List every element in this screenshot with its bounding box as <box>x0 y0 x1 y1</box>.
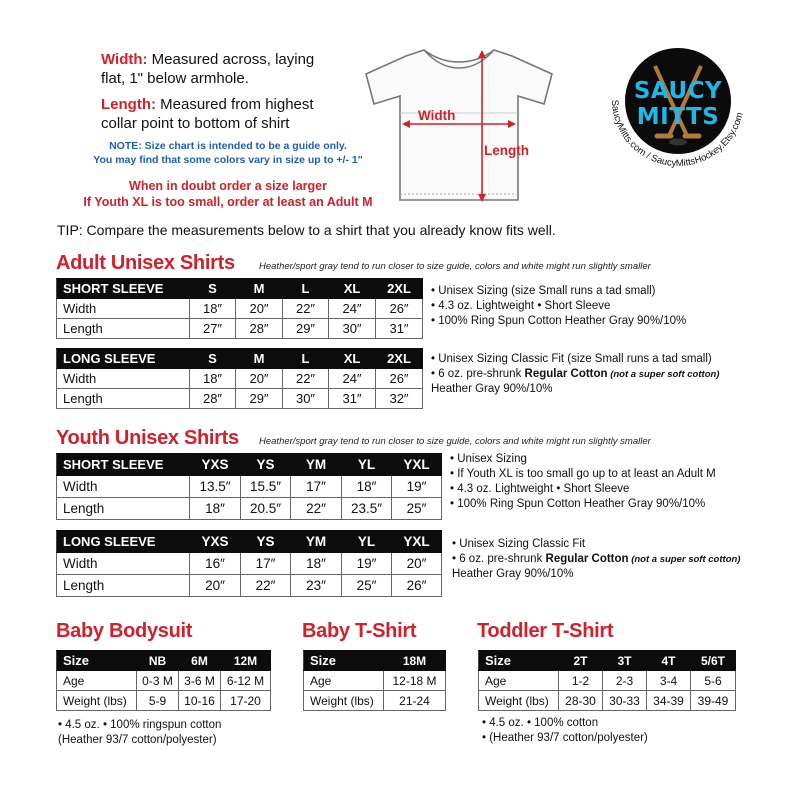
table-cell: 20″ <box>236 299 283 319</box>
fabric-highlight: Regular Cotton <box>545 553 629 565</box>
adult-long-sleeve-table <box>56 348 423 409</box>
toddler-tshirt-table <box>478 650 736 711</box>
toddler-tshirt-title: Toddler T-Shirt <box>477 620 614 642</box>
width-text-2: flat, 1" below armhole. <box>101 70 249 87</box>
row-label: Age <box>57 671 137 691</box>
table-cell: 23.5″ <box>342 498 392 520</box>
table-cell: 26″ <box>392 575 442 597</box>
length-text-1: Measured from highest <box>155 96 314 113</box>
table-cell: 20″ <box>190 575 241 597</box>
table-cell: 2-3 <box>603 671 647 691</box>
baby-tshirt-title: Baby T-Shirt <box>302 620 417 642</box>
table-header-cell: LONG SLEEVE <box>57 349 190 369</box>
adult-short-sleeve-table <box>56 278 423 339</box>
row-label: Width <box>57 553 190 575</box>
width-label: Width: <box>101 51 148 68</box>
row-label: Age <box>479 671 559 691</box>
bullet-item: Heather Gray 90%/10% <box>431 383 553 395</box>
table-cell: 32″ <box>376 389 423 409</box>
baby-bodysuit-table <box>56 650 271 711</box>
row-label: Length <box>57 389 190 409</box>
youth-section-note: Heather/sport gray tend to run closer to size guide, colors and white might run slightly smaller <box>259 436 651 447</box>
table-cell: 16″ <box>190 553 241 575</box>
table-cell: 18″ <box>190 498 241 520</box>
table-header-cell: YXS <box>190 531 241 553</box>
table-cell: 28-30 <box>559 691 603 711</box>
table-cell: 24″ <box>329 299 376 319</box>
table-cell: 28″ <box>236 319 283 339</box>
table-cell: 31″ <box>329 389 376 409</box>
table-header-cell: 2XL <box>376 349 423 369</box>
table-cell: 25″ <box>342 575 392 597</box>
table-cell: 17-20 <box>221 691 271 711</box>
bullet-item: • Unisex Sizing <box>450 453 527 465</box>
table-cell: 26″ <box>376 369 423 389</box>
table-header-cell: YXL <box>392 454 442 476</box>
table-row <box>57 498 442 520</box>
table-cell: 29″ <box>283 319 329 339</box>
table-row <box>479 671 736 691</box>
table-cell: 22″ <box>283 369 329 389</box>
youth-short-bullets <box>450 452 716 512</box>
table-cell: 18″ <box>291 553 342 575</box>
table-header-cell: M <box>236 279 283 299</box>
table-cell: 25″ <box>392 498 442 520</box>
table-cell: 22″ <box>241 575 291 597</box>
row-label: Width <box>57 299 190 319</box>
diagram-width-label: Width <box>418 108 456 123</box>
table-header-cell: YXL <box>392 531 442 553</box>
doubt-line-2: If Youth XL is too small, order at least an Adult M <box>83 195 373 209</box>
logo-arc-text: SaucyMitts.com / SaucyMittsHockey.Etsy.com <box>608 99 746 170</box>
table-header-cell: 2XL <box>376 279 423 299</box>
table-row <box>57 476 442 498</box>
shirt-diagram <box>360 38 560 208</box>
table-cell: 0-3 M <box>137 671 179 691</box>
width-text-1: Measured across, laying <box>147 51 315 68</box>
table-cell: 20″ <box>236 369 283 389</box>
table-header-cell: SHORT SLEEVE <box>57 454 190 476</box>
table-header-row <box>57 531 442 553</box>
doubt-line-1: When in doubt order a size larger <box>129 179 327 193</box>
table-header-row <box>304 651 446 671</box>
table-row <box>57 553 442 575</box>
table-header-cell: Size <box>57 651 137 671</box>
table-row <box>57 319 423 339</box>
logo-text-saucy: SAUCY <box>633 78 723 104</box>
note-line-2: You may find that some colors vary in size up to +/- 1" <box>93 154 363 166</box>
row-label: Width <box>57 369 190 389</box>
table-cell: 6-12 M <box>221 671 271 691</box>
row-label: Age <box>304 671 384 691</box>
youth-long-bullets <box>452 537 740 582</box>
bullet-item: • 4.5 oz. • 100% ringspun cotton <box>58 719 222 731</box>
table-header-cell: S <box>190 349 236 369</box>
table-header-cell: S <box>190 279 236 299</box>
table-cell: 27″ <box>190 319 236 339</box>
adult-long-bullets <box>431 352 719 397</box>
table-cell: 30″ <box>329 319 376 339</box>
bullet-item: • Unisex Sizing (size Small runs a tad small) <box>431 285 656 297</box>
baby-bodysuit-title: Baby Bodysuit <box>56 620 193 642</box>
table-cell: 5-9 <box>137 691 179 711</box>
bullet-item: • 100% Ring Spun Cotton Heather Gray 90%/10% <box>431 315 687 327</box>
table-cell: 30-33 <box>603 691 647 711</box>
table-cell: 10-16 <box>179 691 221 711</box>
table-row <box>57 691 271 711</box>
adult-short-bullets <box>431 284 686 329</box>
table-cell: 3-4 <box>647 671 691 691</box>
table-header-cell: XL <box>329 279 376 299</box>
table-header-row <box>57 279 423 299</box>
table-cell: 17″ <box>291 476 342 498</box>
table-cell: 15.5″ <box>241 476 291 498</box>
table-header-cell: 4T <box>647 651 691 671</box>
table-cell: 34-39 <box>647 691 691 711</box>
table-header-cell: 3T <box>603 651 647 671</box>
table-header-cell: NB <box>137 651 179 671</box>
table-row <box>57 575 442 597</box>
tip-text: TIP: Compare the measurements below to a shirt that you already know fits well. <box>57 222 556 238</box>
shirt-outline-icon <box>360 38 560 208</box>
table-cell: 22″ <box>291 498 342 520</box>
table-cell: 28″ <box>190 389 236 409</box>
row-label: Length <box>57 575 190 597</box>
table-cell: 18″ <box>190 299 236 319</box>
table-header-cell: YL <box>342 454 392 476</box>
table-header-row <box>479 651 736 671</box>
baby-bodysuit-bullets <box>58 718 221 748</box>
table-cell: 19″ <box>392 476 442 498</box>
table-cell: 23″ <box>291 575 342 597</box>
table-header-cell: 18M <box>384 651 446 671</box>
bullet-item: Heather Gray 90%/10% <box>452 568 574 580</box>
table-row <box>57 671 271 691</box>
youth-long-sleeve-table <box>56 530 442 597</box>
fabric-note: (not a super soft cotton) <box>628 554 741 565</box>
bullet-item: • 4.3 oz. Lightweight • Short Sleeve <box>450 483 630 495</box>
row-label: Length <box>57 498 190 520</box>
bullet-item: (Heather 93/7 cotton/polyester) <box>58 734 217 746</box>
adult-section-note: Heather/sport gray tend to run closer to size guide, colors and white might run slightly smaller <box>259 261 651 272</box>
table-header-cell: Size <box>304 651 384 671</box>
table-cell: 22″ <box>283 299 329 319</box>
table-cell: 17″ <box>241 553 291 575</box>
table-cell: 20″ <box>392 553 442 575</box>
table-header-cell: LONG SLEEVE <box>57 531 190 553</box>
bullet-item: • 4.5 oz. • 100% cotton <box>482 717 599 729</box>
toddler-bullets <box>482 716 648 746</box>
bullet-item: • Unisex Sizing Classic Fit (size Small runs a tad small) <box>431 353 712 365</box>
table-header-cell: YS <box>241 531 291 553</box>
table-header-cell: 5/6T <box>691 651 736 671</box>
table-header-cell: 12M <box>221 651 271 671</box>
table-header-row <box>57 349 423 369</box>
table-cell: 24″ <box>329 369 376 389</box>
youth-short-sleeve-table <box>56 453 442 520</box>
table-header-cell: 6M <box>179 651 221 671</box>
table-cell: 18″ <box>342 476 392 498</box>
bullet-item: • 100% Ring Spun Cotton Heather Gray 90%/10% <box>450 498 706 510</box>
table-row <box>479 691 736 711</box>
fabric-note: (not a super soft cotton) <box>607 369 720 380</box>
bullet-item: • (Heather 93/7 cotton/polyester) <box>482 732 648 744</box>
table-cell: 1-2 <box>559 671 603 691</box>
bullet-item: • Unisex Sizing Classic Fit <box>452 538 586 550</box>
table-cell: 26″ <box>376 299 423 319</box>
table-cell: 5-6 <box>691 671 736 691</box>
table-header-cell: M <box>236 349 283 369</box>
table-cell: 13.5″ <box>190 476 241 498</box>
row-label: Width <box>57 476 190 498</box>
table-header-cell: SHORT SLEEVE <box>57 279 190 299</box>
table-cell: 31″ <box>376 319 423 339</box>
table-header-row <box>57 454 442 476</box>
bullet-item: • 4.3 oz. Lightweight • Short Sleeve <box>431 300 611 312</box>
table-header-cell: 2T <box>559 651 603 671</box>
table-cell: 12-18 M <box>384 671 446 691</box>
bullet-item: • If Youth XL is too small go up to at least an Adult M <box>450 468 716 480</box>
table-header-cell: YL <box>342 531 392 553</box>
table-cell: 21-24 <box>384 691 446 711</box>
youth-section-title: Youth Unisex Shirts <box>56 427 239 449</box>
table-header-cell: YM <box>291 531 342 553</box>
table-header-cell: L <box>283 279 329 299</box>
bullet-item-fabric: • 6 oz. pre-shrunk Regular Cotton (not a super soft cotton) <box>431 368 720 380</box>
table-cell: 19″ <box>342 553 392 575</box>
logo-text-mitts: MITTS <box>636 104 720 130</box>
note-line-1: NOTE: Size chart is intended to be a guide only. <box>109 140 347 152</box>
table-cell: 30″ <box>283 389 329 409</box>
table-row <box>304 671 446 691</box>
table-row <box>57 369 423 389</box>
width-definition <box>101 50 314 69</box>
table-header-cell: L <box>283 349 329 369</box>
table-header-row <box>57 651 271 671</box>
table-row <box>304 691 446 711</box>
table-row <box>57 299 423 319</box>
row-label: Length <box>57 319 190 339</box>
row-label: Weight (lbs) <box>57 691 137 711</box>
row-label: Weight (lbs) <box>479 691 559 711</box>
bullet-item-fabric: • 6 oz. pre-shrunk Regular Cotton (not a super soft cotton) <box>452 553 741 565</box>
table-header-cell: Size <box>479 651 559 671</box>
table-cell: 39-49 <box>691 691 736 711</box>
table-header-cell: YXS <box>190 454 241 476</box>
table-header-cell: YS <box>241 454 291 476</box>
table-header-cell: XL <box>329 349 376 369</box>
baby-tshirt-table <box>303 650 446 711</box>
fabric-highlight: Regular Cotton <box>524 368 608 380</box>
adult-section-title: Adult Unisex Shirts <box>56 252 235 274</box>
table-cell: 20.5″ <box>241 498 291 520</box>
table-cell: 18″ <box>190 369 236 389</box>
length-text-2: collar point to bottom of shirt <box>101 115 290 132</box>
diagram-length-label: Length <box>484 143 529 158</box>
table-cell: 3-6 M <box>179 671 221 691</box>
table-row <box>57 389 423 409</box>
table-header-cell: YM <box>291 454 342 476</box>
saucy-mitts-logo <box>598 40 758 200</box>
table-cell: 29″ <box>236 389 283 409</box>
length-definition <box>101 95 314 114</box>
row-label: Weight (lbs) <box>304 691 384 711</box>
length-label: Length: <box>101 96 156 113</box>
